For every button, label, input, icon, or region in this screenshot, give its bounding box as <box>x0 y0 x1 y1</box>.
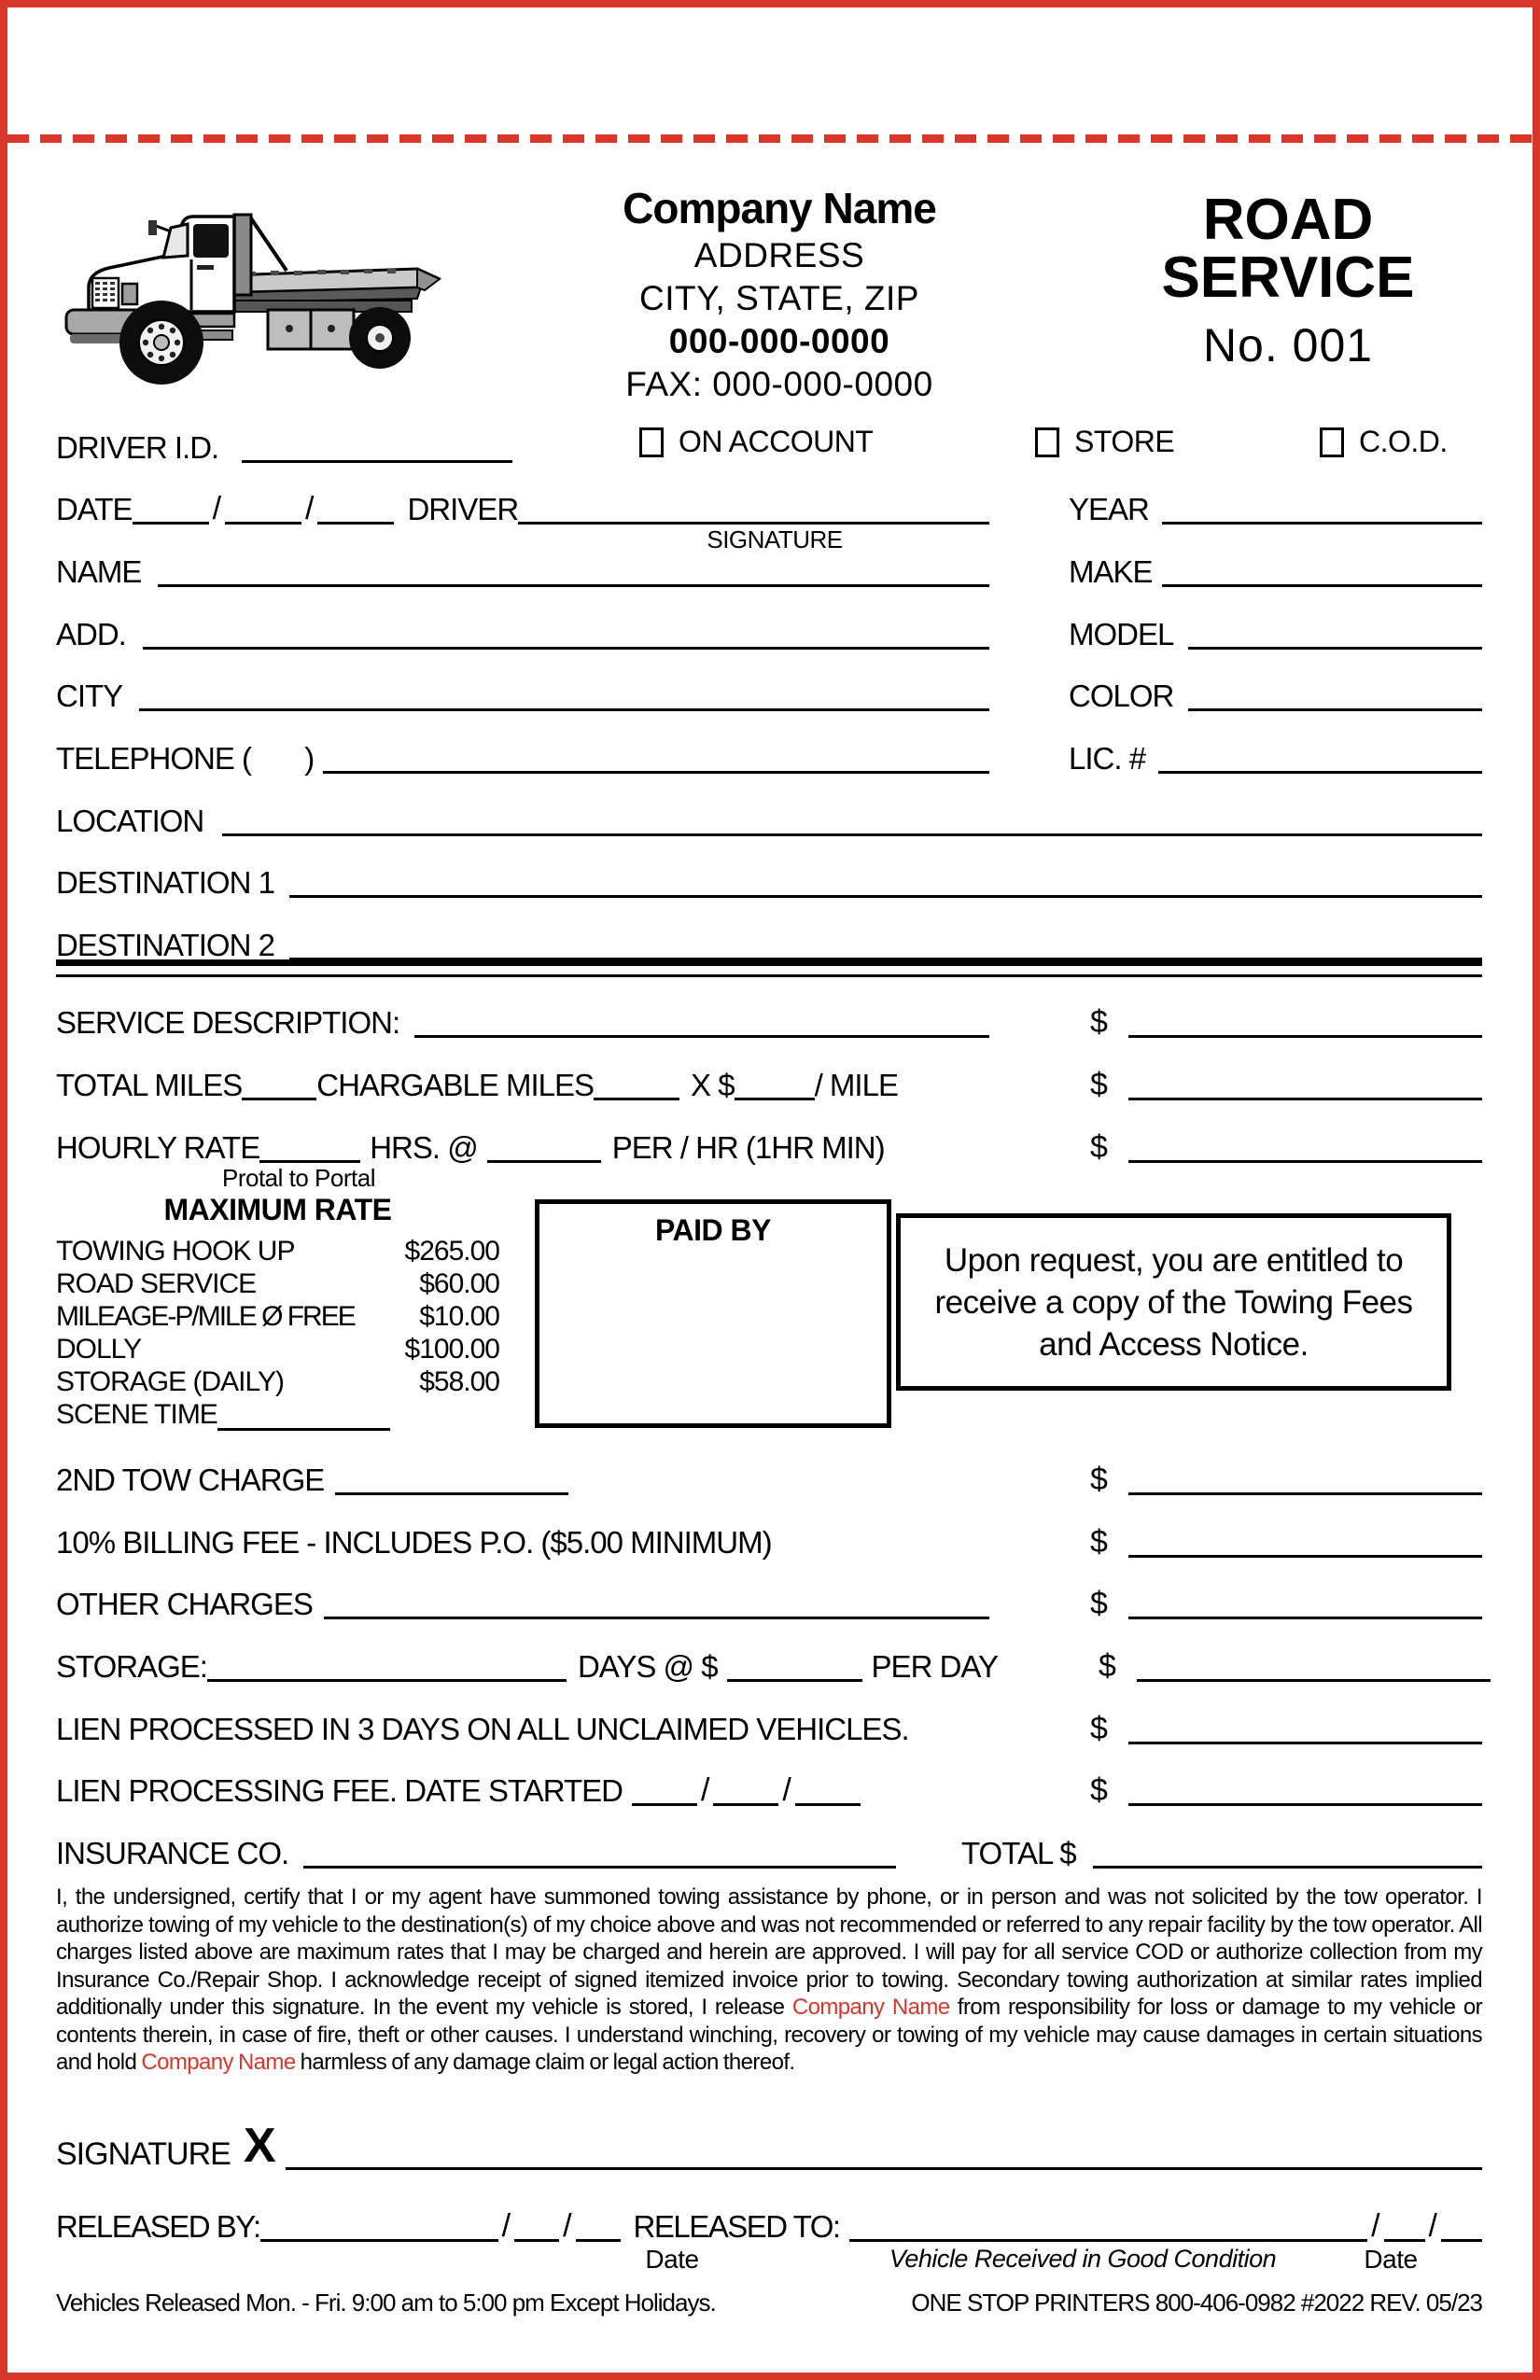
billing-fee-row <box>56 1517 1482 1558</box>
release-slash-2: / <box>563 2208 572 2244</box>
portal-note: Protal to Portal <box>222 1164 375 1192</box>
towing-fees-notice-box <box>896 1213 1451 1391</box>
cod-label: C.O.D. <box>1359 425 1448 458</box>
destination2-row <box>56 919 1482 960</box>
form-title-service: SERVICE <box>1161 245 1415 310</box>
driver-id-line[interactable] <box>242 453 512 463</box>
year-label: YEAR <box>1069 492 1149 526</box>
rate-price: $60.00 <box>419 1268 499 1299</box>
towing-fees-notice-text: Upon request, you are entitled to receive a copy of the Towing Fees and Access Notice. <box>934 1241 1413 1363</box>
name-make-row <box>56 546 1482 587</box>
total-miles-label: TOTAL MILES <box>56 1068 243 1102</box>
rate-item <box>56 1235 499 1267</box>
lien-date-year-line[interactable] <box>795 1796 861 1806</box>
city-color-row <box>56 670 1482 711</box>
destination2-label: DESTINATION 2 <box>56 928 274 962</box>
release-slash-1: / <box>501 2208 511 2244</box>
released-by-date-line-1[interactable] <box>514 2232 559 2242</box>
lien-processed-dollar: $ <box>1090 1711 1108 1746</box>
driver-label: DRIVER <box>407 492 519 526</box>
perforation-dashed-line <box>7 134 1533 143</box>
condition-caption: Vehicle Received in Good Condition <box>889 2245 1277 2273</box>
date-month-line[interactable] <box>133 514 209 525</box>
released-by-line[interactable] <box>260 2232 498 2242</box>
scene-time-label: SCENE TIME <box>56 1399 217 1430</box>
service-description-label: SERVICE DESCRIPTION: <box>56 1005 400 1040</box>
rate-item <box>56 1300 499 1333</box>
rate-price: $100.00 <box>404 1334 499 1365</box>
footer <box>56 2289 1482 2317</box>
storage-row <box>56 1641 1482 1682</box>
chargable-miles-line[interactable] <box>594 1090 679 1100</box>
driver-id-label: DRIVER I.D. <box>56 430 219 465</box>
billing-fee-amount-line[interactable] <box>1128 1547 1482 1558</box>
driver-signature-line[interactable] <box>518 514 989 525</box>
signature-caption: SIGNATURE <box>707 525 843 553</box>
rate-label: DOLLY <box>56 1334 142 1365</box>
disclaimer-company-name-2: Company Name <box>141 2050 296 2075</box>
destination1-row <box>56 857 1482 898</box>
location-line[interactable] <box>222 826 1482 836</box>
paid-by-box[interactable] <box>535 1199 891 1428</box>
service-amount-dollar: $ <box>1090 1004 1108 1040</box>
second-tow-amount-line[interactable] <box>1128 1485 1482 1495</box>
lien-processed-amount-line[interactable] <box>1128 1734 1482 1744</box>
released-by-label: RELEASED BY: <box>56 2209 260 2244</box>
hourly-amount-dollar: $ <box>1090 1129 1108 1165</box>
lien-date-slash-2: / <box>782 1772 791 1808</box>
released-by-date-line-2[interactable] <box>576 2232 621 2242</box>
disclaimer-paragraph <box>56 1883 1482 2077</box>
make-line[interactable] <box>1162 577 1482 587</box>
signature-line[interactable] <box>286 2160 1482 2170</box>
maximum-rate-table <box>56 1193 499 1431</box>
lien-fee-row <box>56 1765 1482 1806</box>
year-line[interactable] <box>1162 514 1482 525</box>
storage-label: STORAGE: <box>56 1649 207 1684</box>
other-charges-line[interactable] <box>324 1609 989 1619</box>
form-title-road: ROAD <box>1202 188 1374 252</box>
rate-label: STORAGE (DAILY) <box>56 1366 284 1397</box>
rate-price: $265.00 <box>404 1236 499 1267</box>
lien-fee-label: LIEN PROCESSING FEE. DATE STARTED <box>56 1773 623 1808</box>
other-charges-row <box>56 1578 1482 1619</box>
rate-label: TOWING HOOK UP <box>56 1236 295 1267</box>
lien-processed-label: LIEN PROCESSED IN 3 DAYS ON ALL UNCLAIMED VEHICLES. <box>56 1712 909 1746</box>
rate-item <box>56 1333 499 1365</box>
billing-fee-label: 10% BILLING FEE - INCLUDES P.O. ($5.00 MINIMUM) <box>56 1525 772 1560</box>
store-label: STORE <box>1074 425 1175 458</box>
insurance-total-row <box>56 1827 1482 1869</box>
company-phone: 000-000-0000 <box>668 322 890 360</box>
footer-release-hours: Vehicles Released Mon. - Fri. 9:00 am to 5:00 pm Except Holidays. <box>56 2289 716 2317</box>
scene-time-row <box>56 1398 499 1431</box>
hourly-rate-row <box>56 1122 1482 1163</box>
company-name: Company Name <box>623 184 936 232</box>
second-tow-dollar: $ <box>1090 1462 1108 1497</box>
total-miles-line[interactable] <box>242 1090 316 1100</box>
name-label: NAME <box>56 554 142 589</box>
storage-rate-line[interactable] <box>727 1672 862 1682</box>
cod-checkbox[interactable] <box>1320 427 1344 457</box>
on-account-label: ON ACCOUNT <box>679 425 874 458</box>
telephone-line[interactable] <box>323 763 989 774</box>
release-row <box>56 2201 1482 2242</box>
service-description-row <box>56 997 1482 1038</box>
rate-label: MILEAGE-P/MILE Ø FREE <box>56 1301 355 1332</box>
make-label: MAKE <box>1069 554 1153 589</box>
city-line[interactable] <box>139 701 989 711</box>
date-slash-1: / <box>212 491 222 526</box>
released-by-date-caption: Date <box>645 2245 699 2274</box>
released-to-date-line-1[interactable] <box>1384 2232 1425 2242</box>
company-address: ADDRESS <box>693 236 865 274</box>
release-slash-4: / <box>1428 2208 1437 2244</box>
section-divider-thin <box>56 974 1482 977</box>
lien-date-slash-1: / <box>700 1772 710 1808</box>
released-to-line[interactable] <box>849 2232 1368 2242</box>
form-number: No. 001 <box>1202 319 1374 371</box>
storage-desc-line[interactable] <box>207 1672 567 1682</box>
lien-processed-row <box>56 1703 1482 1744</box>
maximum-rate-title: MAXIMUM RATE <box>163 1193 392 1226</box>
add-label: ADD. <box>56 617 126 651</box>
paid-by-title: PAID BY <box>655 1213 771 1247</box>
hourly-rate-label: HOURLY RATE <box>56 1130 260 1165</box>
rate-item <box>56 1267 499 1300</box>
hrs-at-label: HRS. @ <box>370 1130 478 1165</box>
cod-option[interactable] <box>1320 425 1448 459</box>
model-label: MODEL <box>1069 617 1174 651</box>
miles-amount-dollar: $ <box>1090 1067 1108 1102</box>
release-slash-3: / <box>1371 2208 1380 2244</box>
disclaimer-part1: I, the undersigned, certify that I or my agent have summoned towing assistance by phone, or in person and was not solicited by the tow operator. I authorize towing of my vehicle to the destination(s) of my choice above and was not recommended or referred to any repair facility by the tow operator. All charges listed above are maximum rates that I may be charged and herein are approved. I will pay for all service COD or authorize collection from my Insurance Co./Repair Shop. I acknowledge receipt of signed itemized invoice prior to towing. Secondary towing authorization at similar rates implied additionally under this signature. In the event my vehicle is stored, I release <box>56 1884 1482 2020</box>
location-label: LOCATION <box>56 804 204 838</box>
insurance-label: INSURANCE CO. <box>56 1836 289 1870</box>
rate-label: ROAD SERVICE <box>56 1268 257 1299</box>
rate-price: $10.00 <box>419 1301 499 1332</box>
date-year-line[interactable] <box>317 514 394 525</box>
on-account-checkbox[interactable] <box>639 427 664 457</box>
name-line[interactable] <box>158 577 989 587</box>
lien-fee-amount-line[interactable] <box>1128 1796 1482 1806</box>
signature-row <box>56 2114 1482 2173</box>
signature-x-mark: X <box>243 2119 276 2173</box>
city-label: CITY <box>56 679 123 713</box>
rate-price: $58.00 <box>419 1366 499 1397</box>
driver-id-row <box>56 422 1482 463</box>
lien-fee-dollar: $ <box>1090 1772 1108 1808</box>
model-line[interactable] <box>1188 639 1482 650</box>
second-tow-row <box>56 1454 1482 1495</box>
destination1-label: DESTINATION 1 <box>56 865 274 900</box>
insurance-line[interactable] <box>303 1858 896 1869</box>
store-option[interactable] <box>1035 425 1174 459</box>
storage-amount-line[interactable] <box>1137 1672 1491 1682</box>
lien-date-day-line[interactable] <box>713 1796 778 1806</box>
date-slash-2: / <box>305 491 315 526</box>
lien-date-month-line[interactable] <box>632 1796 697 1806</box>
released-to-date-line-2[interactable] <box>1441 2232 1482 2242</box>
color-label: COLOR <box>1069 679 1174 713</box>
scene-time-line[interactable] <box>217 1421 390 1431</box>
rate-per-mile-line[interactable] <box>735 1090 815 1100</box>
billing-fee-dollar: $ <box>1090 1524 1108 1560</box>
other-charges-dollar: $ <box>1090 1586 1108 1621</box>
location-row <box>56 795 1482 836</box>
destination1-line[interactable] <box>289 888 1482 898</box>
company-header-block <box>546 184 1013 403</box>
footer-printer-info: ONE STOP PRINTERS 800-406-0982 #2022 REV. 05/23 <box>911 2289 1482 2317</box>
other-charges-amount-line[interactable] <box>1128 1609 1482 1619</box>
miles-row <box>56 1059 1482 1100</box>
disclaimer-company-name-1: Company Name <box>791 1995 950 2020</box>
x-dollar-label: X $ <box>691 1068 735 1102</box>
storage-dollar: $ <box>1098 1648 1116 1684</box>
other-charges-label: OTHER CHARGES <box>56 1587 313 1621</box>
lic-line[interactable] <box>1158 763 1482 774</box>
color-line[interactable] <box>1188 701 1482 711</box>
per-hr-label: PER / HR (1HR MIN) <box>611 1130 885 1165</box>
disclaimer-part3: harmless of any damage claim or legal action thereof. <box>295 2050 795 2075</box>
per-day-label: PER DAY <box>871 1649 998 1684</box>
days-at-label: DAYS @ $ <box>577 1649 718 1684</box>
hrs-line[interactable] <box>487 1153 601 1163</box>
company-fax: FAX: 000-000-0000 <box>625 365 933 403</box>
released-to-label: RELEASED TO: <box>633 2209 840 2244</box>
service-amount-line[interactable] <box>1128 1028 1482 1038</box>
chargable-miles-label: CHARGABLE MILES <box>316 1068 595 1102</box>
address-model-row <box>56 609 1482 650</box>
add-line[interactable] <box>143 639 989 650</box>
on-account-option[interactable] <box>639 425 873 459</box>
service-description-line[interactable] <box>414 1028 989 1038</box>
second-tow-line[interactable] <box>335 1485 568 1495</box>
miles-amount-line[interactable] <box>1128 1090 1482 1100</box>
date-label: DATE <box>56 492 133 526</box>
section-divider-thick <box>56 959 1482 966</box>
telephone-label: TELEPHONE ( ) <box>56 741 315 776</box>
company-city-state-zip: CITY, STATE, ZIP <box>639 279 919 317</box>
date-driver-year-row <box>56 483 1482 525</box>
released-to-date-caption: Date <box>1364 2245 1418 2274</box>
store-checkbox[interactable] <box>1035 427 1059 457</box>
telephone-lic-row <box>56 733 1482 774</box>
tow-truck-image <box>51 198 443 420</box>
tow-truck-illustration <box>51 198 443 420</box>
total-label: TOTAL $ <box>961 1836 1076 1870</box>
total-amount-line[interactable] <box>1093 1858 1482 1869</box>
hourly-rate-line[interactable] <box>259 1153 360 1163</box>
form-title-block <box>1083 188 1493 371</box>
rate-item <box>56 1365 499 1398</box>
date-day-line[interactable] <box>225 514 301 525</box>
hourly-amount-line[interactable] <box>1128 1153 1482 1163</box>
second-tow-label: 2ND TOW CHARGE <box>56 1463 325 1497</box>
per-mile-label: / MILE <box>814 1068 898 1102</box>
disclaimer-part2: from responsibility for loss or damage to my vehicle or contents therein, in case of fire, theft or other causes. I understand winching, recovery or towing of my vehicle may cause damages in certain situations and hold <box>56 1995 1482 2075</box>
signature-label: SIGNATURE <box>56 2136 231 2172</box>
lic-label: LIC. # <box>1069 741 1146 776</box>
